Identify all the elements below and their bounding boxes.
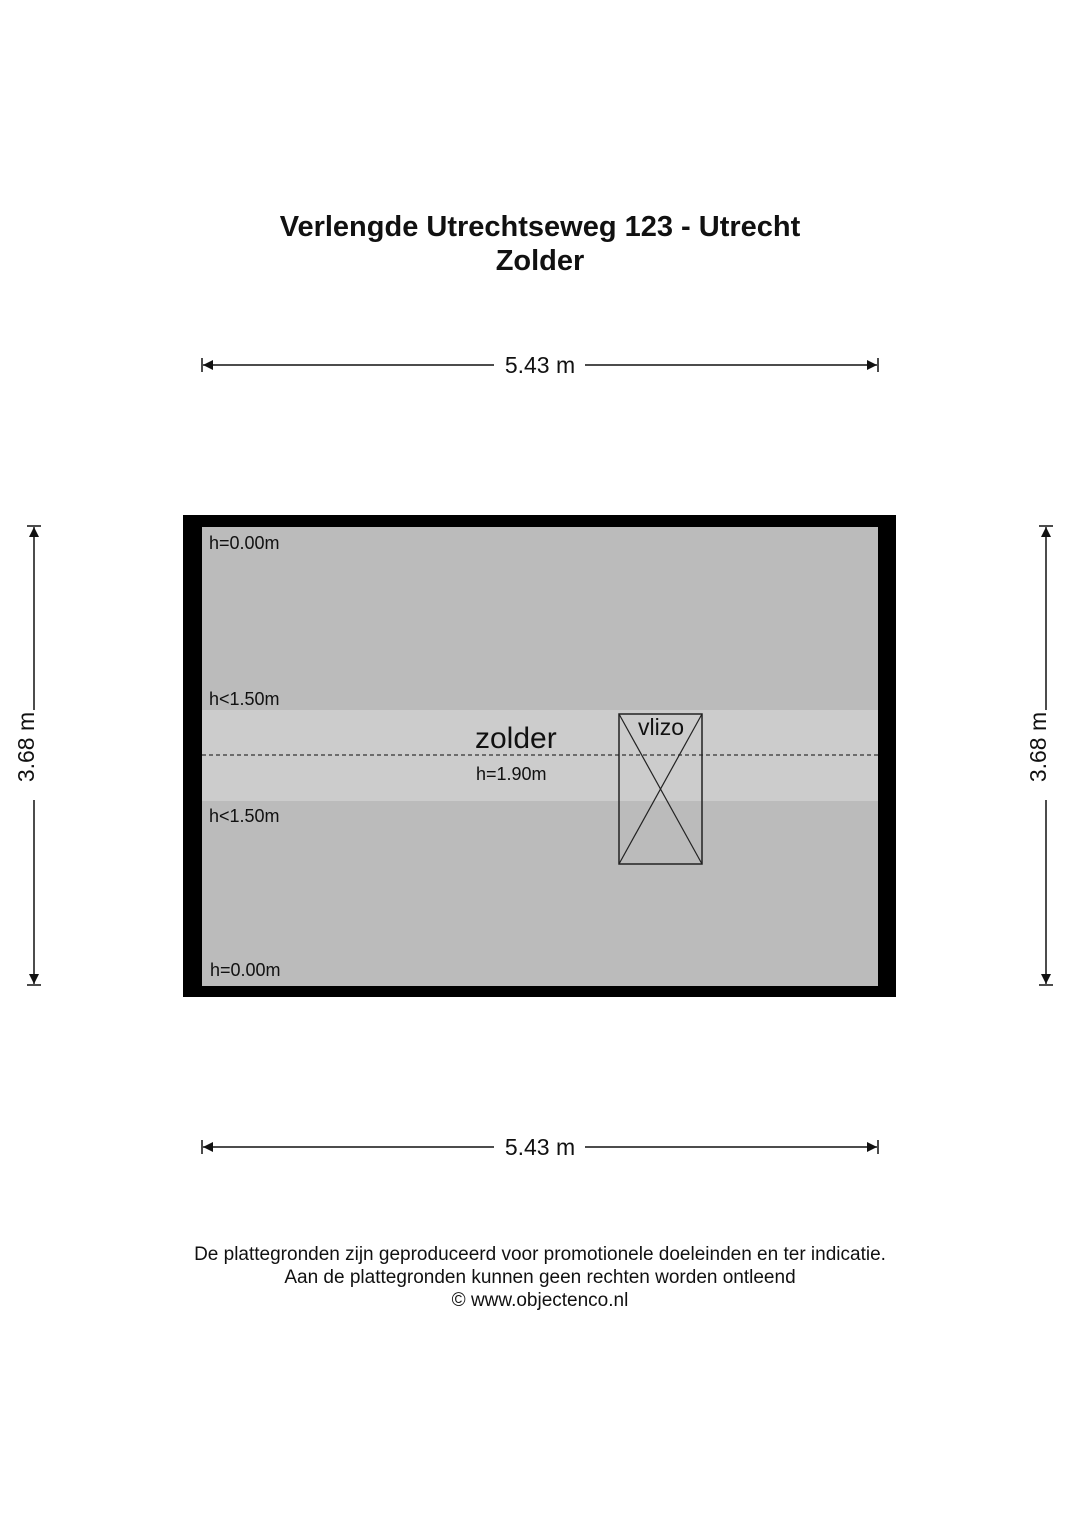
dimension-top [202,12,878,378]
copyright-line: © www.objectenco.nl [451,1290,629,1311]
room-name: zolder [475,722,557,755]
hatch-label: vlizo [637,714,685,740]
dimension-left-label: 3.68 m [13,711,39,783]
dimension-left [13,526,41,985]
height-label-upper-limit: h<1.50m [209,689,280,709]
room-max-height: h=1.90m [476,764,547,784]
dimension-bottom-label: 5.43 m [504,1134,576,1160]
dimension-right [1025,526,1053,985]
disclaimer-line-1: De plattegronden zijn geproduceerd voor promotionele doeleinden en ter indicatie. [194,1244,886,1265]
dimension-bottom [202,1134,878,1160]
height-label-lower-limit: h<1.50m [209,806,280,826]
dimension-right-label: 3.68 m [1025,711,1051,783]
height-label-top-edge: h=0.00m [209,533,280,553]
plan-title-address: Verlengde Utrechtseweg 123 - Utrecht [279,211,801,243]
dimension-top-label: 5.43 m [504,352,576,378]
plan-title-floor: Zolder [495,245,585,277]
height-label-bottom-edge: h=0.00m [210,960,281,980]
disclaimer-line-2: Aan de plattegronden kunnen geen rechten worden ontleend [284,1267,796,1288]
